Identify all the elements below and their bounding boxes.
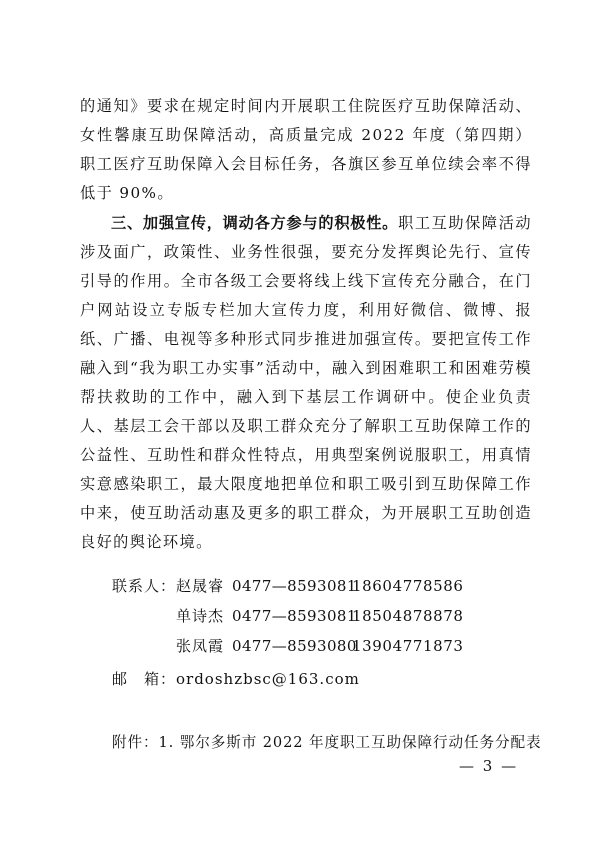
contact-row xyxy=(112,576,464,596)
contact-name: 单诗杰 xyxy=(176,607,225,625)
contact-mobile: 18604778586 xyxy=(352,577,464,595)
section-three-paragraph xyxy=(80,209,532,557)
section-three-heading: 三、加强宣传，调动各方参与的积极性。 xyxy=(111,214,399,232)
email-address: ordoshzbsc@163.com xyxy=(176,670,360,688)
contact-telephone: 0477—8593080 xyxy=(232,637,357,655)
email-label: 邮 箱： xyxy=(112,670,177,688)
attachment-line: 附件：1. 鄂尔多斯市 2022 年度职工互助保障行动任务分配表 xyxy=(112,734,542,751)
contact-mobile: 13904771873 xyxy=(352,637,464,655)
email-row xyxy=(112,668,360,689)
contact-telephone: 0477—8593081 xyxy=(232,577,357,595)
contact-name: 张凤霞 xyxy=(176,637,225,655)
page-number: — 3 — xyxy=(459,757,519,775)
paragraph-continuation: 的通知》要求在规定时间内开展职工住院医疗互助保障活动、女性馨康互助保障活动，高质量完成 2022 年度（第四期）职工医疗互助保障入会目标任务，各旗区参互单位续会率不得低于 90%。 xyxy=(80,97,532,202)
contact-name: 赵晟睿 xyxy=(176,577,225,595)
contact-row xyxy=(112,636,464,656)
contact-label: 联系人： xyxy=(112,577,177,595)
section-three-body: 职工互助保障活动涉及面广，政策性、业务性很强，要充分发挥舆论先行、宣传引导的作用。全市各级工会要将线上线下宣传充分融合，在门户网站设立专版专栏加大宣传力度，利用好微信、微博、报纸、广播、电视等多种形式同步推进加强宣传。要把宣传工作融入到“我为职工办实事”活动中，融入到困难职工和困难劳模帮扶救助的工作中，融入到下基层工作调研中。使企业负责人、基层工会干部以及职工群众充分了解职工互助保障工作的公益性、互助性和群众性特点，用典型案例说服职工，用真情实意感染职工，最大限度地把单位和职工吸引到互助保障工作中来，使互助活动惠及更多的职工群众，为开展职工互助创造良好的舆论环境。 xyxy=(80,214,532,551)
contact-mobile: 18504878878 xyxy=(352,607,464,625)
contact-row xyxy=(112,606,464,626)
contact-telephone: 0477—8593081 xyxy=(232,607,357,625)
